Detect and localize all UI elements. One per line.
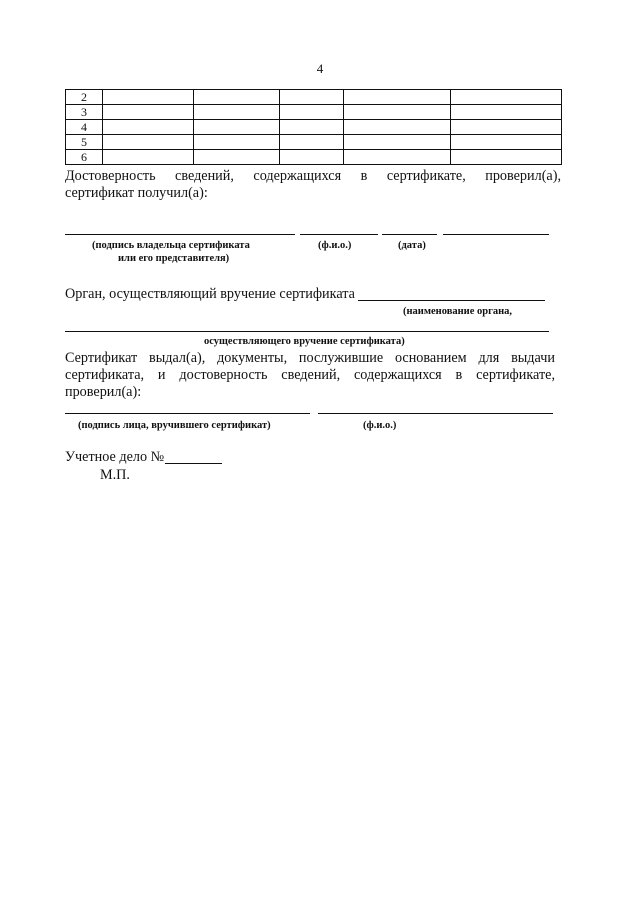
case-number-label: Учетное дело № bbox=[65, 449, 165, 465]
table-cell bbox=[280, 120, 344, 135]
owner-signature-line[interactable] bbox=[65, 234, 295, 235]
table-cell bbox=[344, 150, 451, 165]
issuer-fio-caption: (ф.и.о.) bbox=[363, 420, 397, 431]
table-cell bbox=[194, 105, 280, 120]
row-number: 4 bbox=[66, 120, 103, 135]
table-cell bbox=[103, 135, 194, 150]
table-cell bbox=[103, 150, 194, 165]
table-cell bbox=[103, 90, 194, 105]
owner-signature-caption-line2: или его представителя) bbox=[118, 253, 230, 264]
table-row bbox=[66, 120, 562, 135]
issued-text-line2: сертификата, и достоверность сведений, содержащихся в сертификате, bbox=[65, 367, 555, 383]
owner-fio-caption: (ф.и.о.) bbox=[318, 240, 352, 251]
verification-text-line2: сертификат получил(а): bbox=[65, 185, 208, 201]
table-row bbox=[66, 90, 562, 105]
table-cell bbox=[280, 135, 344, 150]
table-cell bbox=[451, 150, 562, 165]
date-line[interactable] bbox=[382, 234, 437, 235]
issuer-fio-line[interactable] bbox=[318, 413, 553, 414]
authority-name-line-2[interactable] bbox=[65, 331, 549, 332]
extra-line[interactable] bbox=[443, 234, 549, 235]
case-number-line[interactable] bbox=[165, 463, 222, 464]
owner-fio-line[interactable] bbox=[300, 234, 378, 235]
table-cell bbox=[344, 90, 451, 105]
stamp-place-label: М.П. bbox=[100, 467, 130, 483]
issuing-authority-label: Орган, осуществляющий вручение сертификата bbox=[65, 286, 355, 302]
row-number: 6 bbox=[66, 150, 103, 165]
page-number: 4 bbox=[316, 61, 324, 76]
table-cell bbox=[194, 90, 280, 105]
records-table bbox=[65, 89, 562, 165]
issued-text-line1: Сертификат выдал(а), документы, послужившие основанием для выдачи bbox=[65, 350, 555, 366]
table-cell bbox=[451, 135, 562, 150]
table-cell bbox=[451, 120, 562, 135]
table-cell bbox=[451, 105, 562, 120]
table-cell bbox=[344, 105, 451, 120]
table-cell bbox=[103, 105, 194, 120]
authority-name-line[interactable] bbox=[358, 300, 545, 301]
verification-text-line1: Достоверность сведений, содержащихся в сертификате, проверил(а), bbox=[65, 168, 561, 184]
row-number: 3 bbox=[66, 105, 103, 120]
issuer-signature-caption: (подпись лица, вручившего сертификат) bbox=[78, 420, 271, 431]
row-number: 2 bbox=[66, 90, 103, 105]
issued-text-line3: проверил(а): bbox=[65, 384, 142, 400]
authority-caption-line1: (наименование органа, bbox=[403, 306, 513, 317]
table-cell bbox=[280, 105, 344, 120]
table-cell bbox=[344, 135, 451, 150]
issuer-signature-line[interactable] bbox=[65, 413, 310, 414]
table-row bbox=[66, 105, 562, 120]
table-cell bbox=[280, 90, 344, 105]
authority-caption-line2: осуществляющего вручение сертификата) bbox=[204, 336, 405, 347]
table-row bbox=[66, 150, 562, 165]
owner-signature-caption-line1: (подпись владельца сертификата bbox=[92, 240, 250, 251]
table-row bbox=[66, 135, 562, 150]
table-cell bbox=[451, 90, 562, 105]
table-cell bbox=[194, 135, 280, 150]
date-caption: (дата) bbox=[398, 240, 426, 251]
table-cell bbox=[344, 120, 451, 135]
table-cell bbox=[194, 150, 280, 165]
table-cell bbox=[280, 150, 344, 165]
row-number: 5 bbox=[66, 135, 103, 150]
table-cell bbox=[194, 120, 280, 135]
table-cell bbox=[103, 120, 194, 135]
